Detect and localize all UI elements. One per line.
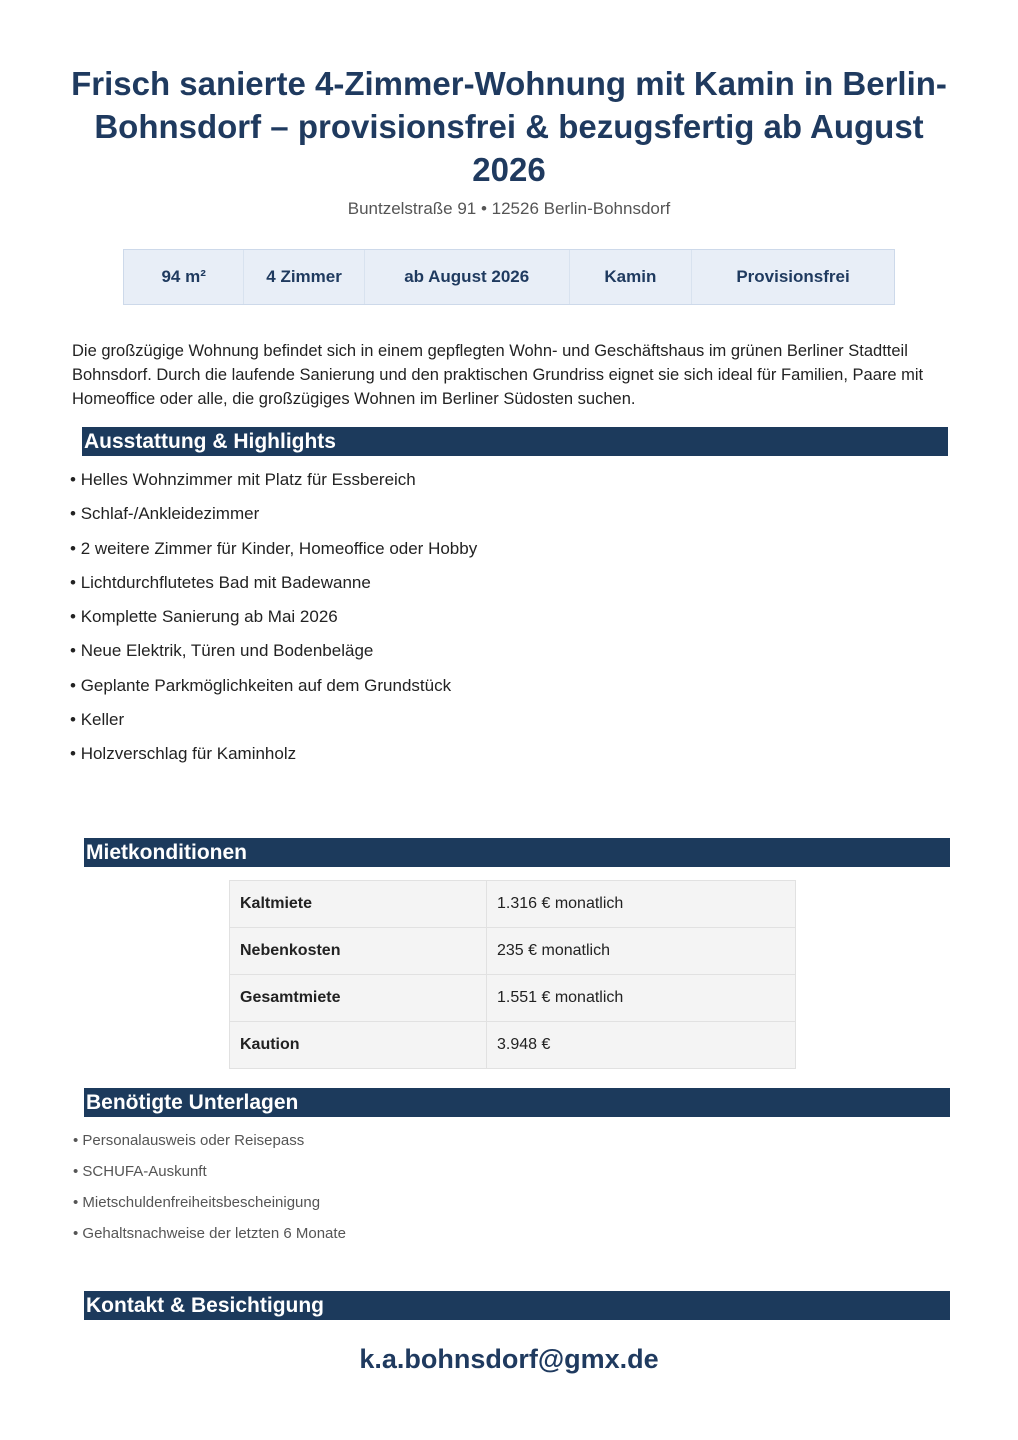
section-heading-contact: Kontakt & Besichtigung — [84, 1291, 950, 1320]
list-item: • 2 weitere Zimmer für Kinder, Homeoffice oder Hobby — [70, 538, 477, 572]
rent-value-deposit: 3.948 € — [487, 1022, 796, 1069]
fact-availability: ab August 2026 — [365, 250, 570, 304]
rent-value-total: 1.551 € monatlich — [487, 975, 796, 1022]
list-item: • Helles Wohnzimmer mit Platz für Essbereich — [70, 469, 477, 503]
section-heading-features: Ausstattung & Highlights — [82, 427, 948, 456]
list-item: • Komplette Sanierung ab Mai 2026 — [70, 606, 477, 640]
rent-label-total: Gesamtmiete — [230, 975, 487, 1022]
list-item: • Gehaltsnachweise der letzten 6 Monate — [73, 1224, 346, 1255]
list-item: • Mietschuldenfreiheitsbescheinigung — [73, 1193, 346, 1224]
list-item: • Neue Elektrik, Türen und Bodenbeläge — [70, 640, 477, 674]
section-heading-documents: Benötigte Unterlagen — [84, 1088, 950, 1117]
fact-area: 94 m² — [124, 250, 244, 304]
page-title: Frisch sanierte 4-Zimmer-Wohnung mit Kamin in Berlin-Bohnsdorf – provisionsfrei & bezugsfertig ab August 2026 — [71, 65, 947, 188]
list-item: • Holzverschlag für Kaminholz — [70, 743, 477, 777]
rent-label-utilities: Nebenkosten — [230, 928, 487, 975]
rent-value-cold: 1.316 € monatlich — [487, 881, 796, 928]
fact-commission: Provisionsfrei — [736, 267, 850, 286]
list-item: • Personalausweis oder Reisepass — [73, 1131, 346, 1162]
rent-value-utilities: 235 € monatlich — [487, 928, 796, 975]
list-item: • Keller — [70, 709, 477, 743]
list-item: • Schlaf-/Ankleidezimmer — [70, 503, 477, 537]
documents-list — [73, 1131, 346, 1255]
rent-label-deposit: Kaution — [230, 1022, 487, 1069]
list-item: • Lichtdurchflutetes Bad mit Badewanne — [70, 572, 477, 606]
table-row — [230, 975, 796, 1022]
rent-label-cold: Kaltmiete — [230, 881, 487, 928]
address: Buntzelstraße 91 • 12526 Berlin-Bohnsdorf — [347, 199, 671, 218]
list-item: • SCHUFA-Auskunft — [73, 1162, 346, 1193]
table-row — [230, 1022, 796, 1069]
features-list — [70, 469, 477, 778]
contact-email[interactable]: k.a.bohnsdorf@gmx.de — [359, 1344, 659, 1374]
fact-fireplace: Kamin — [570, 250, 692, 304]
table-row — [230, 928, 796, 975]
section-heading-rent: Mietkonditionen — [84, 838, 950, 867]
rent-table — [229, 880, 796, 1069]
fact-rooms: 4 Zimmer — [244, 250, 364, 304]
key-facts-bar — [123, 249, 895, 305]
table-row — [230, 881, 796, 928]
list-item: • Geplante Parkmöglichkeiten auf dem Grundstück — [70, 675, 477, 709]
intro-text: Die großzügige Wohnung befindet sich in einem gepflegten Wohn- und Geschäftshaus im grünen Berliner Stadtteil Bohnsdorf. Durch die laufende Sanierung und den praktischen Grundriss eignet sie sich ideal für Familien, Paare mit Homeoffice oder alle, die großzügiges Wohnen im Berliner Südosten suchen. — [72, 342, 924, 408]
